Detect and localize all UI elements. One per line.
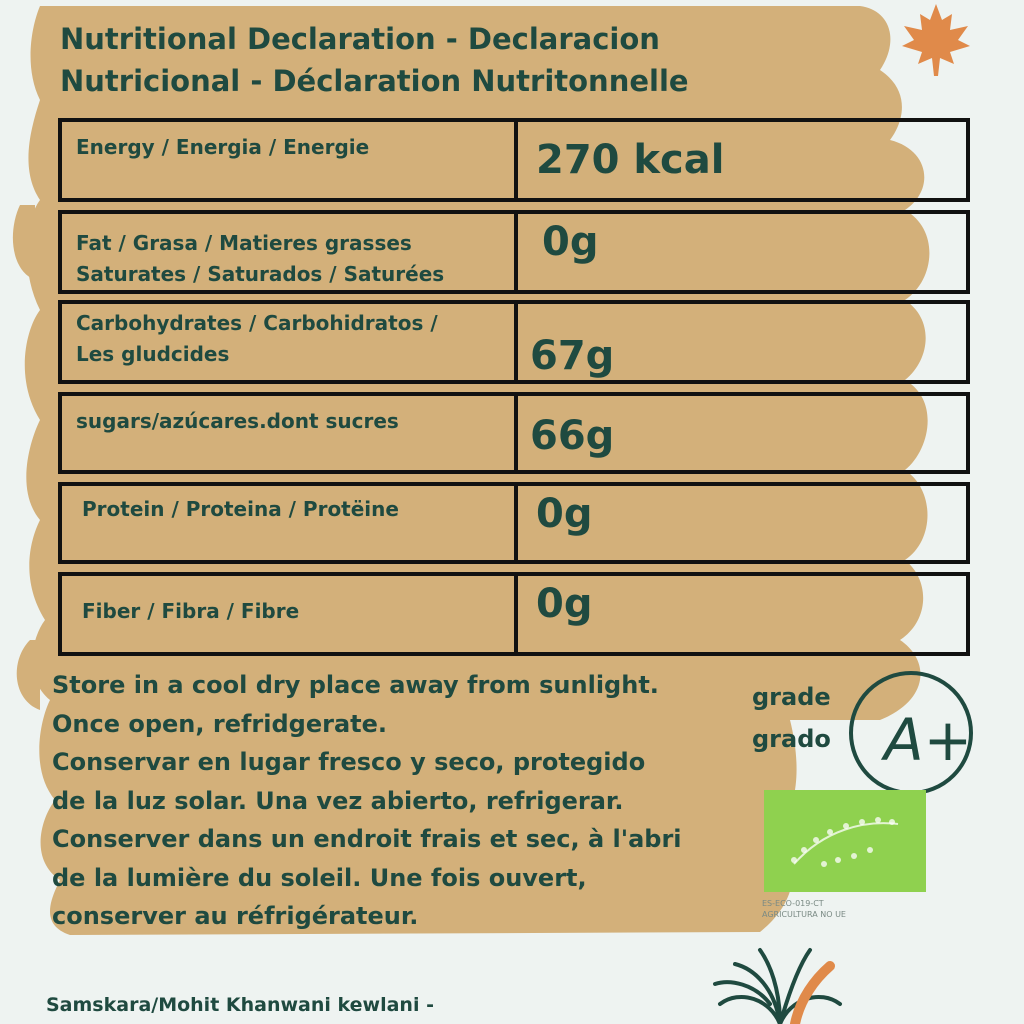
producer-text: Samskara/Mohit Khanwani kewlani - <box>46 994 434 1016</box>
eu-organic-logo <box>764 790 926 892</box>
grade-circle-icon <box>846 668 976 798</box>
column-divider <box>514 392 518 474</box>
storage-instructions <box>52 666 772 936</box>
storage-line: conserver au réfrigérateur. <box>52 902 419 930</box>
nutrition-row-fat <box>58 210 970 294</box>
nutrient-value: 67g <box>530 333 615 379</box>
grade-label <box>752 676 831 760</box>
storage-line: Conserver dans un endroit frais et sec, à l'abri <box>52 825 682 853</box>
column-divider <box>514 210 518 294</box>
nutrient-value: 66g <box>530 413 615 459</box>
column-divider <box>514 118 518 202</box>
title-line-2: Nutricional - Déclaration Nutritonnelle <box>60 64 689 98</box>
nutrient-label-line-2: Saturates / Saturados / Saturées <box>76 262 445 286</box>
storage-line: Conservar en lugar fresco y seco, protegido <box>52 748 646 776</box>
nutrient-label: Energy / Energia / Energie <box>76 135 370 159</box>
grade-value: A+ <box>884 706 973 774</box>
nutrient-label: Fat / Grasa / Matieres grasses <box>76 231 412 255</box>
column-divider <box>514 300 518 384</box>
nutrient-label-line-2: Les gludcides <box>76 342 230 366</box>
maple-leaf-icon <box>896 0 976 80</box>
eco-text: AGRICULTURA NO UE <box>762 910 846 919</box>
tree-logo-icon <box>700 944 860 1024</box>
nutrient-value: 0g <box>536 581 593 627</box>
storage-line: Store in a cool dry place away from sunlight. <box>52 671 659 699</box>
nutrient-label: Carbohydrates / Carbohidratos / <box>76 311 438 335</box>
storage-line: de la lumière du soleil. Une fois ouvert, <box>52 863 587 892</box>
nutrition-row-energy <box>58 118 970 202</box>
nutrient-label: Fiber / Fibra / Fibre <box>82 599 300 623</box>
nutrient-value: 0g <box>542 219 599 265</box>
nutrient-value: 270 kcal <box>536 137 725 183</box>
storage-line: de la luz solar. Una vez abierto, refrigerar. <box>52 786 624 815</box>
eco-code: ES-ECO-019-CT <box>762 899 824 908</box>
title-line-1: Nutritional Declaration - Declaracion <box>60 22 660 56</box>
nutrient-label: Protein / Proteina / Protëine <box>82 497 399 521</box>
grade-label-en: grade <box>752 683 831 711</box>
nutrient-label: sugars/azúcares.dont sucres <box>76 409 399 433</box>
nutrition-row-fiber <box>58 572 970 656</box>
nutrient-value: 0g <box>536 491 593 537</box>
nutrition-row-carbohydrates <box>58 300 970 384</box>
grade-label-es: grado <box>752 725 831 753</box>
column-divider <box>514 482 518 564</box>
page-title <box>60 18 880 102</box>
eco-certification <box>762 898 932 920</box>
eu-organic-leaf-icon <box>764 790 926 892</box>
nutrition-row-protein <box>58 482 970 564</box>
column-divider <box>514 572 518 656</box>
nutrition-row-sugars <box>58 392 970 474</box>
storage-line: Once open, refridgerate. <box>52 709 388 738</box>
